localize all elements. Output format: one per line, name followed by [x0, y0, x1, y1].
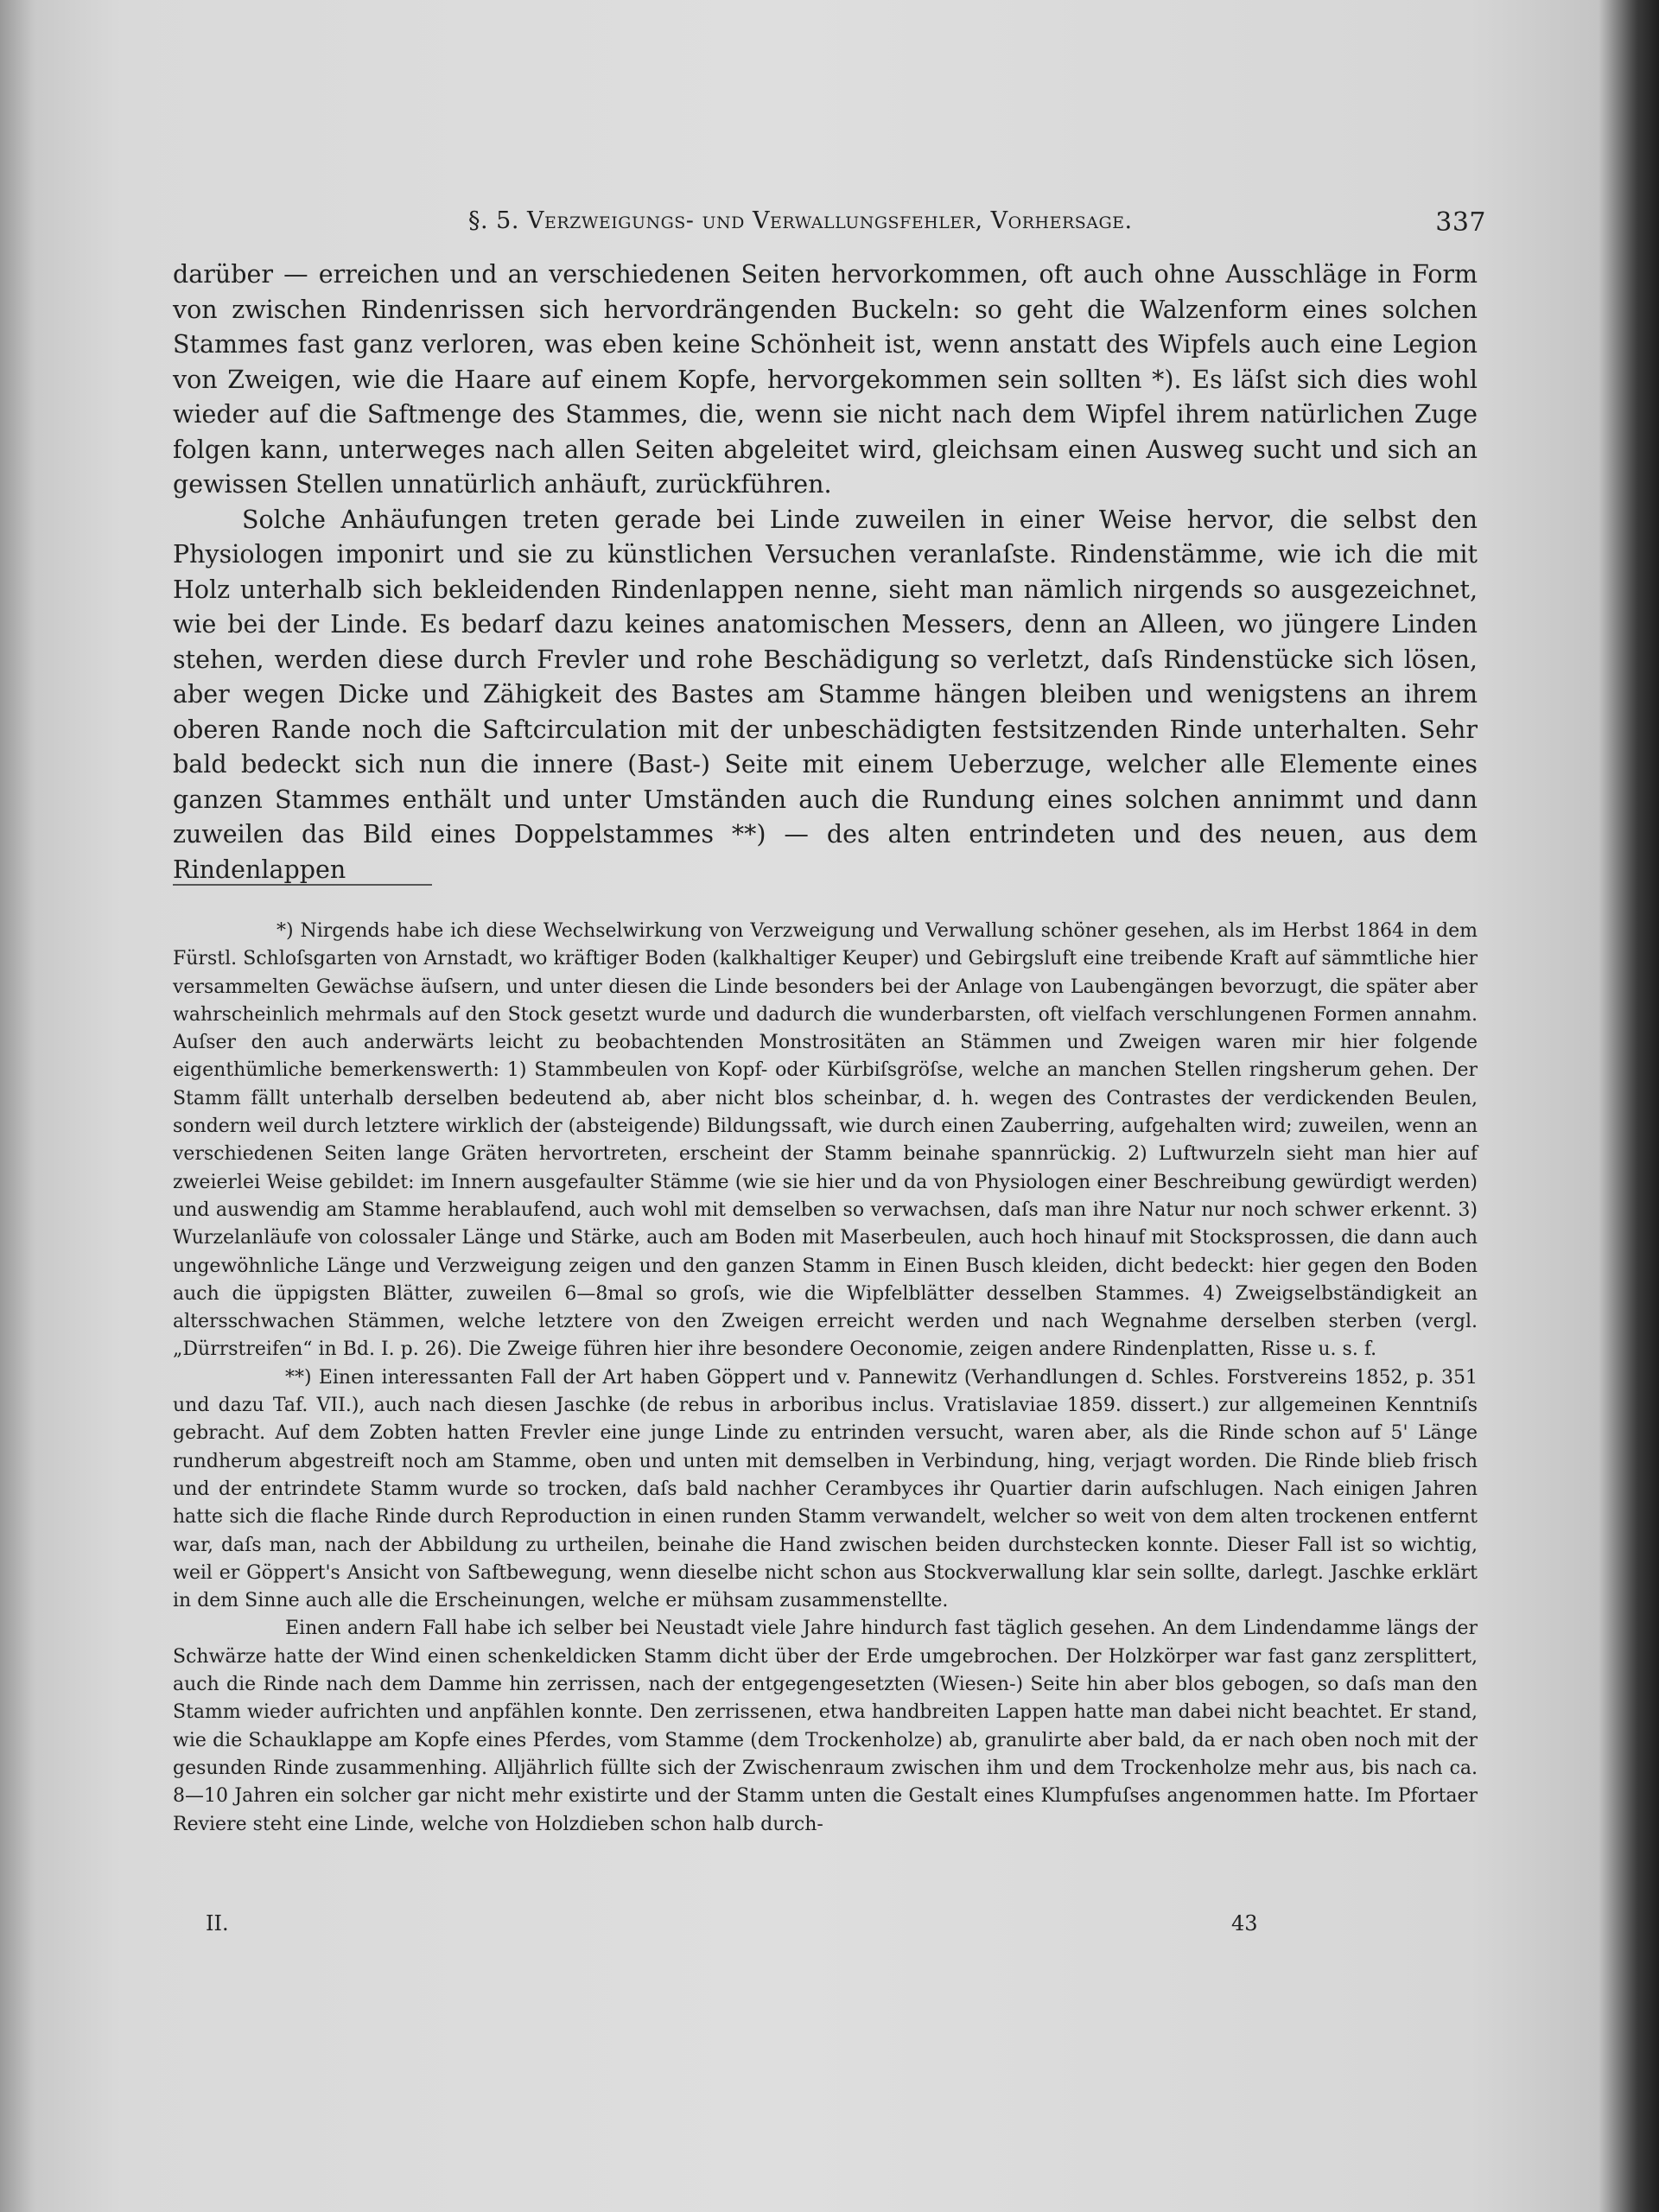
- signature-mark: II.: [206, 1911, 229, 1936]
- running-head-title: §. 5. Verzweigungs- und Verwallungsfehler, Vorhersage.: [468, 207, 1133, 234]
- sheet-number: 43: [1231, 1911, 1258, 1936]
- footnote-2: **) Einen interessanten Fall der Art haben Göppert und v. Pannewitz (Verhandlungen d. Schles. Forstvereins 1852, p. 351 und dazu Taf. VII.), auch nach diesen Jaschke (de rebus in arboribus inclus. Vratislaviae 1859. dissert.) zur allgemeinen Kenntniſs gebracht. Auf dem Zobten hatten Frevler eine junge Linde zu entrinden versucht, waren aber, als die Rinde schon auf 5' Länge rundherum abgestreift noch am Stamme, oben und unten mit demselben in Verbindung, hing, verjagt worden. Die Rinde blieb frisch und der entrindete Stamm wurde so trocken, daſs bald nachher Cerambyces ihr Quartier darin aufschlugen. Nach einigen Jahren hatte sich die flache Rinde durch Reproduction in einen runden Stamm verwandelt, welcher so weit von dem alten trockenen entfernt war, daſs man, nach der Abbildung zu urtheilen, beinahe die Hand zwischen beiden durchstecken konnte. Dieser Fall ist so wichtig, weil er Göppert's Ansicht von Saftbewegung, wenn dieselbe nicht schon aus Stockverwallung klar sein sollte, darlegt. Jaschke erklärt in dem Sinne auch alle die Erscheinungen, welche er mühsam zusammenstellte.: [173, 1366, 1478, 1612]
- footnote-1: *) Nirgends habe ich diese Wechselwirkung von Verzweigung und Verwallung schöner gesehen, als im Herbst 1864 in dem Fürstl. Schloſsgarten von Arnstadt, wo kräftiger Boden (kalkhaltiger Keuper) und Gebirgsluft eine treibende Kraft auf sämmtliche hier versammelten Gewächse äuſsern, und unter diesen die Linde besonders bei der Anlage von Laubengängen bevorzugt, die später aber wahrscheinlich mehrmals auf den Stock gesetzt wurde und dadurch die wunderbarsten, oft vielfach verschlungenen Formen annahm. Auſser den auch anderwärts leicht zu beobachtenden Monstrositäten an Stämmen und Zweigen waren mir hier folgende eigenthümliche bemerkenswerth: 1) Stammbeulen von Kopf- oder Kürbiſsgröſse, welche an manchen Stellen ringsherum gehen. Der Stamm fällt unterhalb derselben bedeutend ab, aber nicht blos scheinbar, d. h. wegen des Contrastes der verdickenden Beulen, sondern weil durch letztere wirklich der (absteigende) Bildungssaft, wie durch einen Zauberring, aufgehalten wird; zuweilen, wenn an verschiedenen Seiten lange Gräten hervortreten, erscheint der Stamm beinahe spannrückig. 2) Luftwurzeln sieht man hier auf zweierlei Weise gebildet: im Innern ausgefaulter Stämme (wie sie hier und da von Physiologen einer Beschreibung gewürdigt werden) und auswendig am Stamme herablaufend, auch wohl mit demselben so verwachsen, daſs man ihre Natur nur noch schwer erkennt. 3) Wurzelanläufe von colossaler Länge und Stärke, auch am Boden mit Maserbeulen, auch hoch hinauf mit Stocksprossen, die dann auch ungewöhnliche Länge und Verzweigung zeigen und den ganzen Stamm in Einen Busch kleiden, dicht bedeckt: hier gegen den Boden auch die üppigsten Blätter, zuweilen 6—8mal so groſs, wie die Wipfelblätter desselben Stammes. 4) Zweigselbständigkeit an altersschwachen Stämmen, welche letztere von den Zweigen erreicht werden und nach Wegnahme derselben sterben (vergl. „Dürrstreifen“ in Bd. I. p. 26). Die Zweige führen hier ihre besondere Oeconomie, zeigen andere Rindenplatten, Risse u. s. f.: [173, 920, 1478, 1361]
- paragraph-continued: darüber — erreichen und an verschiedenen Seiten hervorkommen, oft auch ohne Ausschläge in Form von zwischen Rindenrissen sich hervordrängenden Buckeln: so geht die Walzenform eines solchen Stammes fast ganz verloren, was eben keine Schönheit ist, wenn anstatt des Wipfels auch eine Legion von Zweigen, wie die Haare auf einem Kopfe, hervorgekommen sein sollten *). Es läſst sich dies wohl wieder auf die Saftmenge des Stammes, die, wenn sie nicht nach dem Wipfel ihrem natürlichen Zuge folgen kann, unterweges nach allen Seiten abgeleitet wird, gleichsam einen Ausweg sucht und sich an gewissen Stellen unnatürlich anhäuft, zurückführen.: [173, 260, 1478, 499]
- footnote-2-continued: Einen andern Fall habe ich selber bei Neustadt viele Jahre hindurch fast täglich gesehen. An dem Lindendamme längs der Schwärze hatte der Wind einen schenkeldicken Stamm dicht über der Erde umgebrochen. Der Holzkörper war fast ganz zersplittert, auch die Rinde nach dem Damme hin zerrissen, nach der entgegengesetzten (Wiesen-) Seite hin aber blos gebogen, so daſs man den Stamm wieder aufrichten und anpfählen konnte. Den zerrissenen, etwa handbreiten Lappen hatte man dabei nicht beachtet. Er stand, wie die Schauklappe am Kopfe eines Pferdes, vom Stamme (dem Trockenholze) ab, granulirte aber bald, da er nach oben noch mit der gesunden Rinde zusammenhing. Alljährlich füllte sich der Zwischenraum zwischen ihm und dem Trockenholze mehr aus, bis nach ca. 8—10 Jahren ein solcher gar nicht mehr existirte und der Stamm unten die Gestalt eines Klumpfuſses angenommen hatte. Im Pfortaer Reviere steht eine Linde, welche von Holzdieben schon halb durch-: [173, 1618, 1478, 1835]
- footnotes: [173, 918, 1478, 1839]
- book-page: [130, 173, 1495, 2160]
- main-text: [173, 257, 1478, 887]
- paragraph: Solche Anhäufungen treten gerade bei Linde zuweilen in einer Weise hervor, die selbst den Physiologen imponirt und sie zu künstlichen Versuchen veranlaſste. Rindenstämme, wie ich die mit Holz unterhalb sich bekleidenden Rindenlappen nenne, sieht man nämlich nirgends so ausgezeichnet, wie bei der Linde. Es bedarf dazu keines anatomischen Messers, denn an Alleen, wo jüngere Linden stehen, werden diese durch Frevler und rohe Beschädigung so verletzt, daſs Rindenstücke sich lösen, aber wegen Dicke und Zähigkeit des Bastes am Stamme hängen bleiben und wenigstens an ihrem oberen Rande noch die Saftcirculation mit der unbeschädigten festsitzenden Rinde unterhalten. Sehr bald bedeckt sich nun die innere (Bast-) Seite mit einem Ueberzuge, welcher alle Elemente eines ganzen Stammes enthält und unter Umständen auch die Rundung eines solchen annimmt und dann zuweilen das Bild eines Doppelstammes **) — des alten entrindeten und des neuen, aus dem Rindenlappen: [173, 505, 1478, 884]
- footnote-separator: [173, 884, 432, 886]
- page-number: 337: [1435, 207, 1486, 238]
- running-head: [130, 207, 1495, 242]
